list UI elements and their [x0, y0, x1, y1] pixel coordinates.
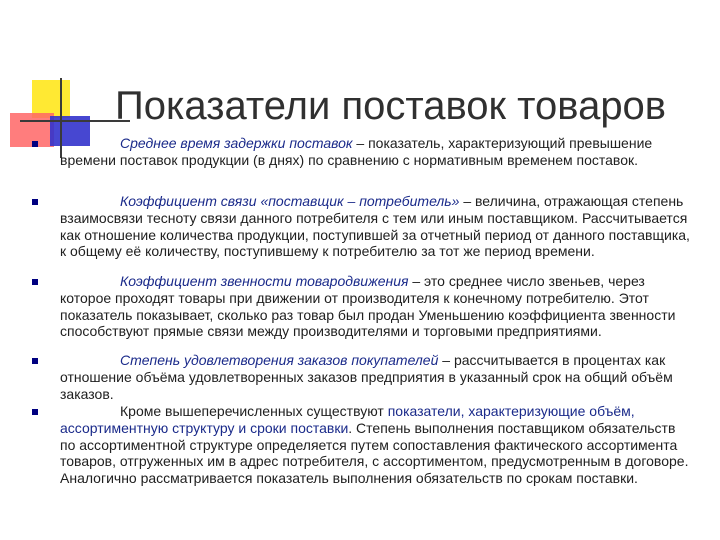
bullet-highlight-text: показатели, характеризующие объём, ассортиментную структуру и сроки поставки: [60, 403, 635, 436]
bullet-item-other-indicators: [60, 403, 692, 487]
bullet-text: – это среднее число звеньев, через которое проходят товары при движении от производителя к конечному потребителю. Этот показатель показывает, сколько раз товар был продан Уменьшению коэффициента звенности способствуют прямые связи между производителями и торговыми предприятиями.: [60, 273, 676, 340]
bullet-marker: [32, 279, 38, 285]
bullet-item-delay-time: [60, 135, 692, 169]
bullet-item-chain-coefficient: [60, 273, 692, 340]
slide-title: Показатели поставок товаров: [115, 84, 667, 128]
bullet-marker: [32, 409, 38, 415]
bullet-marker: [32, 141, 38, 147]
bullet-text: – показатель, характеризующий превышение времени поставок продукции (в днях) по сравнению с нормативным временем поставок.: [60, 135, 653, 168]
bullet-text: – рассчитывается в процентах как отношение объёма удовлетворенных заказов предприятия в указанный срок на общий объём заказов.: [60, 352, 673, 402]
bullet-pre-text: Кроме вышеперечисленных существуют: [120, 403, 388, 419]
bullet-marker: [32, 199, 38, 205]
bullet-term: Среднее время задержки поставок: [120, 135, 353, 151]
bullet-item-order-satisfaction: [60, 352, 692, 402]
bullet-term: Коэффициент звенности товародвижения: [120, 273, 409, 289]
bullet-text: – величина, отражающая степень взаимосвязи тесноту связи данного потребителя с тем или иным поставщиком. Рассчитывается как отношение количества продукции, поступившей за отчетный период от данного поставщика, к общему её количеству, поступившему к потребителю за тот же период времени.: [60, 193, 690, 260]
bullet-text: . Степень выполнения поставщиком обязательств по ассортиментной структуре определяется путем сопоставления фактического ассортимента товаров, отгруженных им в адрес потребителя, с ассортиментом, предусмотренным в договоре. Аналогично рассматривается показатель выполнения обязательств по срокам поставки.: [60, 419, 689, 487]
bullet-marker: [32, 358, 38, 364]
bullet-term: Степень удовлетворения заказов покупателей: [120, 352, 439, 368]
bullet-term: Коэффициент связи «поставщик – потребитель»: [120, 193, 460, 209]
decor-horizontal-line: [20, 120, 130, 122]
bullet-item-supplier-link: [60, 193, 692, 260]
